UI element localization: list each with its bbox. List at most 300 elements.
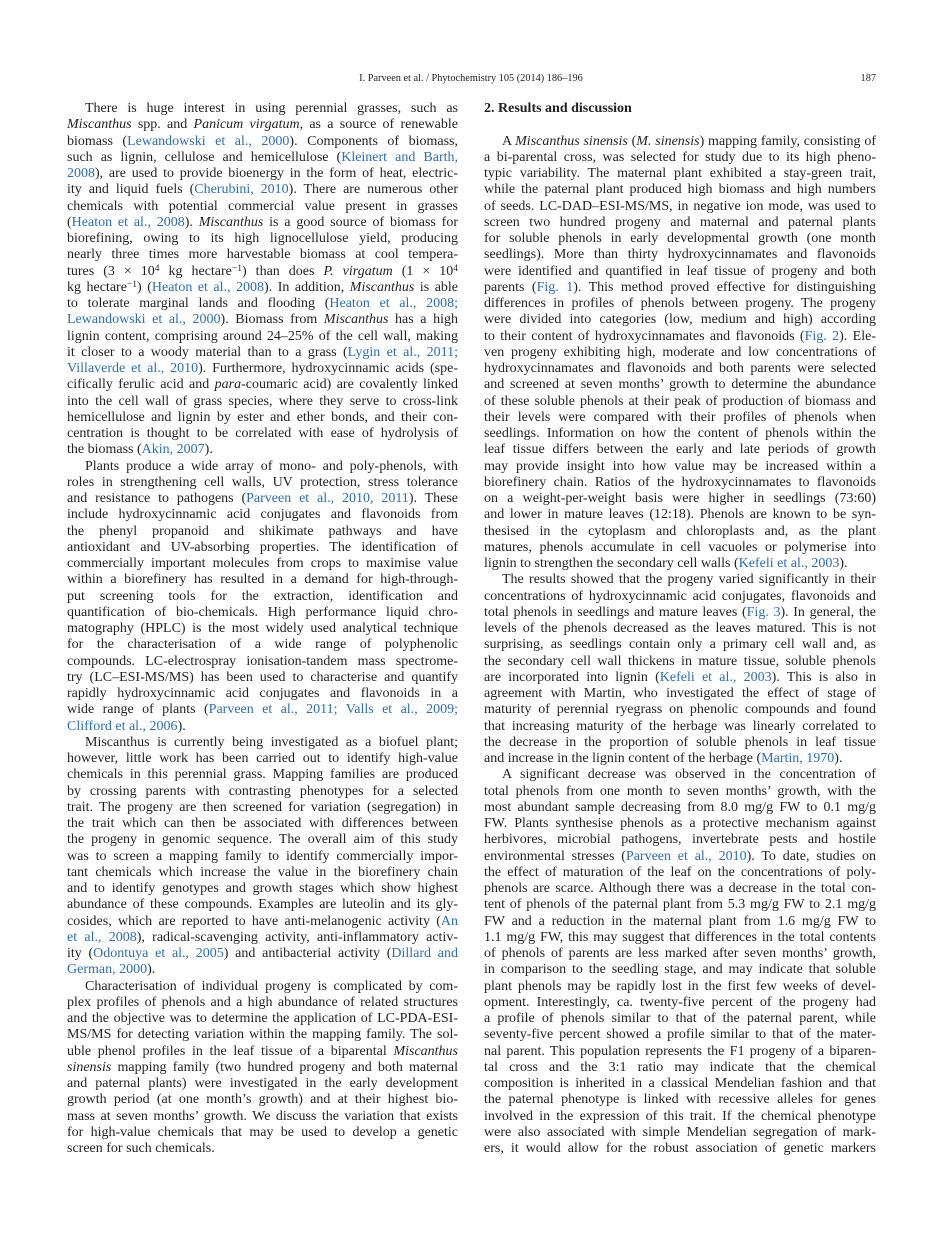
text-run: for the characterisation of a wide range of polyphenolic	[67, 637, 458, 653]
superscript: 4	[453, 263, 459, 274]
text-line	[484, 832, 876, 848]
italic-text: Miscanthus	[393, 1043, 458, 1059]
text-run: may provide insight into how value may be increased within a	[484, 458, 876, 474]
text-run: wide range of plants (	[67, 702, 209, 718]
text-run: FW. Plants synthesise phenols as a protective mechanism against	[484, 816, 876, 831]
text-run: is able	[414, 279, 459, 295]
text-run: differences in profiles of phenols between progeny. The progeny	[484, 296, 876, 311]
text-line	[67, 767, 458, 783]
text-line	[67, 312, 458, 328]
text-run: levels of the phenols decreased as the leaves matured. This is not	[484, 621, 876, 636]
page-number: 187	[860, 73, 876, 84]
text-line	[67, 962, 458, 978]
text-line	[484, 1044, 876, 1060]
text-run: and to identify genotypes and growth stages which show highest	[67, 881, 458, 896]
text-run: put screening tools for the extraction, identification and	[67, 588, 458, 604]
text-line	[67, 670, 458, 686]
text-run: and screened at seven months’ growth to determine the abundance	[484, 377, 876, 393]
text-run: ). Furthermore, hydroxycinnamic acids (spe-	[198, 361, 459, 376]
text-run: mass at seven months’ growth. We discuss the variation that exists	[67, 1108, 458, 1124]
text-line	[484, 686, 876, 702]
text-line	[67, 865, 458, 881]
paragraph	[484, 767, 876, 1157]
text-run: seedlings). More than thirty hydroxycinnamates and flavonoids	[484, 247, 876, 263]
text-run: concentrations of hydroxycinnamic acid conjugates, flavonoids and	[484, 588, 876, 604]
text-run: composition is inherited in a classical Mendelian fashion and that	[484, 1076, 876, 1091]
italic-text: Miscanthus	[198, 214, 264, 230]
text-run: is a good source of biomass for	[263, 214, 458, 230]
text-run: ). In addition,	[264, 279, 350, 295]
italic-text: P. virgatum	[323, 263, 393, 279]
text-run: the biomass (	[67, 442, 142, 458]
left-column	[67, 101, 458, 1157]
text-line	[67, 914, 458, 930]
text-run: seedlings. Information on how the content of phenols within the	[484, 426, 876, 441]
text-run: the paternal phenotype is linked with recessive alleles for genes	[484, 1092, 876, 1108]
text-line	[484, 719, 876, 735]
text-line	[67, 182, 458, 198]
text-run: the phenyl propanoid and shikimate pathways and have	[67, 523, 458, 539]
text-line	[67, 784, 458, 800]
text-run: plex profiles of phenols and a high abundance of related structures	[67, 994, 458, 1010]
text-run: (1 × 10	[392, 263, 454, 279]
text-line	[484, 946, 876, 962]
text-run: ). In general, the	[780, 604, 877, 620]
citation-link[interactable]: Kleinert and Barth,	[341, 149, 458, 165]
text-line	[484, 426, 876, 442]
text-run: their levels were compared with their profiles of phenols when	[484, 409, 876, 425]
text-line	[67, 361, 458, 377]
text-line	[484, 442, 876, 458]
text-run: ), are used to provide bioenergy in the form of heat, electric-	[95, 166, 458, 181]
text-run: maturity of perennial ryegrass on phenolic compounds and found	[484, 702, 876, 718]
text-line	[484, 377, 876, 393]
text-run: are incorporated into lignin (	[484, 669, 660, 685]
text-line	[67, 459, 458, 475]
citation-link[interactable]: Odontuya et al., 2005	[93, 946, 224, 961]
text-line	[484, 621, 876, 637]
text-line	[484, 1076, 876, 1092]
text-run: ). Biomass from	[220, 312, 324, 328]
text-run: to their content of hydroxycinnamates and flavonoids (	[484, 328, 805, 344]
text-line	[484, 654, 876, 670]
text-line	[484, 507, 876, 523]
text-line	[484, 231, 876, 247]
text-line	[484, 637, 876, 653]
text-line	[484, 865, 876, 881]
text-line	[67, 589, 458, 605]
text-run: ).	[177, 718, 186, 734]
text-line	[484, 199, 876, 215]
citation-link[interactable]: An	[440, 913, 458, 929]
text-run: biorefining, owing to its high lignocellulose yield, producing	[67, 231, 458, 246]
text-line	[484, 491, 876, 507]
text-run: mapping family (two hundred progeny and both maternal	[111, 1059, 458, 1075]
text-run: and the objective was to determine the application of LC-PDA-ESI-	[67, 1011, 458, 1026]
text-run: plant phenols may be rapidly lost in the first few weeks of devel-	[484, 978, 876, 994]
citation-link[interactable]: Fig. 2	[804, 328, 840, 344]
text-run: quantification of bio-chemicals. High performance liquid chro-	[67, 604, 458, 620]
text-line	[67, 475, 458, 491]
text-run: of seeds. LC-DAD–ESI-MS/MS, in negative ion mode, was used to	[484, 198, 876, 214]
text-run: trait. The progeny are then screened for variation (segregation) in	[67, 799, 458, 815]
text-line	[484, 930, 876, 946]
citation-link[interactable]: Parveen et al., 2011; Valls et al., 2009;	[208, 702, 458, 718]
text-run: biorefinery chain. Ratios of the hydroxycinnamates to flavonoids	[484, 474, 876, 490]
text-run: has a high	[388, 312, 459, 328]
text-run: ).	[839, 556, 848, 571]
text-run: such as lignin, cellulose and hemicellulose (	[67, 149, 342, 165]
text-line	[484, 247, 876, 263]
text-line	[67, 1044, 458, 1060]
text-line	[484, 1092, 876, 1108]
text-line	[67, 247, 458, 263]
text-line	[67, 329, 458, 345]
text-line	[67, 800, 458, 816]
text-run: ) and antibacterial activity (	[223, 946, 392, 961]
text-line	[67, 946, 458, 962]
text-line	[67, 296, 458, 312]
text-run: herbivores, microbial pathogens, invertebrate pests and hostile	[484, 832, 876, 848]
text-run: were also associated with simple Mendelian segregation of mark-	[484, 1124, 876, 1140]
text-line	[67, 572, 458, 588]
text-run: were identified and quantified in leaf tissue of progeny and both	[484, 263, 876, 279]
text-line	[484, 540, 876, 556]
running-head: I. Parveen et al. / Phytochemistry 105 (2014) 186–196	[359, 73, 583, 84]
text-line	[67, 897, 458, 913]
text-line	[484, 1011, 876, 1027]
text-line	[67, 654, 458, 670]
citation-link[interactable]: Lewandowski et al., 2000	[67, 312, 221, 328]
text-run: ). These	[408, 491, 458, 506]
text-line	[484, 329, 876, 345]
text-run: surprising, as seedlings contain only a primary cell wall and, as	[484, 637, 876, 653]
text-line	[67, 930, 458, 946]
paragraph	[484, 134, 876, 573]
text-run: ) mapping family, consisting of	[699, 133, 877, 149]
citation-link[interactable]: Parveen et al., 2010	[625, 848, 747, 864]
text-run: MS/MS for detecting variation within the mapping family. The sol-	[67, 1027, 458, 1043]
text-line	[484, 735, 876, 751]
citation-link[interactable]: Kefeli et al., 2003	[659, 669, 772, 685]
text-line	[67, 134, 458, 150]
text-run: lignin to strengthen the secondary cell walls (	[484, 556, 739, 571]
text-run: to tolerate marginal lands and flooding (	[67, 296, 330, 311]
text-line	[67, 1027, 458, 1043]
text-line	[67, 524, 458, 540]
text-run: ).	[184, 214, 199, 230]
text-line	[67, 101, 458, 117]
text-run: the progeny in genomic sequence. The overall aim of this study	[67, 832, 458, 848]
text-line	[484, 394, 876, 410]
text-run: -coumaric acid) are covalently linked	[241, 377, 458, 393]
text-run: thesised in the cytoplasm and chloroplasts and, as the plant	[484, 523, 876, 539]
text-line	[484, 767, 876, 783]
citation-link[interactable]: et al., 2008	[67, 929, 137, 945]
text-run: on a weight-per-weight basis were higher in seedlings (73:60)	[484, 491, 876, 506]
text-run: into the cell wall of grass species, where they serve to cross-link	[67, 393, 458, 409]
citation-link[interactable]: Fig. 1	[536, 279, 574, 295]
citation-link[interactable]: Parveen et al., 2010, 2011	[246, 491, 409, 506]
text-run: commercially important molecules from crops to maximise value	[67, 556, 458, 571]
text-run: and resistance to pathogens (	[67, 491, 247, 506]
text-run: most abundant sample decreasing from 8.0 mg/g FW to 0.1 mg/g	[484, 799, 876, 815]
text-line	[67, 394, 458, 410]
text-line	[67, 832, 458, 848]
text-line	[484, 345, 876, 361]
text-line	[484, 1027, 876, 1043]
text-run: tent of phenols of the paternal plant from 5.3 mg/g FW to 2.1 mg/g	[484, 897, 876, 913]
text-run: ) (	[137, 279, 152, 295]
text-run: by crossing parents with contrasting phenotypes for a selected	[67, 783, 458, 799]
text-run: growth period (at one month’s growth) and at their highest bio-	[67, 1092, 458, 1108]
italic-text: Miscanthus	[349, 279, 415, 295]
text-run: typic variability. The maternal plant exhibited a stay-green trait,	[484, 166, 876, 181]
text-line	[484, 1109, 876, 1125]
text-run: matography (HPLC) is the most widely used analytical technique	[67, 621, 458, 636]
text-run: total phenols from one month to seven months’ growth, with the	[484, 783, 876, 799]
text-line	[67, 264, 458, 280]
text-run: tant chemicals which increase the value in the biorefinery chain	[67, 864, 458, 880]
text-run: total phenols in seedlings and mature leaves (	[484, 604, 747, 620]
text-line	[67, 442, 458, 458]
text-run: parents (	[484, 279, 537, 295]
text-line	[484, 800, 876, 816]
text-run: abundance of these compounds. Examples are luteolin and its gly-	[67, 897, 458, 913]
text-run: and lower in mature leaves (12:18). Phenols are known to be syn-	[484, 507, 876, 523]
text-run: compounds. LC-electrospray ionisation-tandem mass spectrome-	[67, 653, 458, 669]
text-line	[484, 572, 876, 588]
text-line	[67, 702, 458, 718]
citation-link[interactable]: Heaton et al., 2008	[151, 279, 265, 295]
superscript: −1	[126, 279, 138, 290]
text-run: try (LC–ESI-MS/MS) has been used to characterise and quantify	[67, 669, 458, 685]
citation-link[interactable]: Lygin et al., 2011;	[347, 344, 458, 360]
text-run: ven progeny exhibiting high, moderate and low concentrations of	[484, 344, 876, 360]
text-run: the effect of maturation of the leaf on the concentrations of poly-	[484, 864, 876, 880]
text-run: of phenols of parents are less marked after seven months’ growth,	[484, 946, 876, 961]
citation-link[interactable]: Kefeli et al., 2003	[738, 556, 840, 571]
text-run: ity and liquid fuels (	[67, 182, 195, 198]
citation-link[interactable]: Cherubini, 2010	[194, 182, 289, 198]
superscript: 4	[154, 263, 160, 274]
citation-link[interactable]: Villaverde et al., 2010	[67, 361, 199, 376]
superscript: −1	[231, 263, 243, 274]
text-line	[67, 1109, 458, 1125]
text-line	[67, 979, 458, 995]
text-line	[484, 475, 876, 491]
text-run: spp. and	[131, 117, 194, 133]
text-line	[484, 410, 876, 426]
text-run: of these soluble phenols at their peak of production of biomass and	[484, 393, 876, 409]
text-run: matures, phenols accumulate in cell vacuoles or polymerise into	[484, 539, 876, 555]
text-line	[484, 312, 876, 328]
text-line	[67, 735, 458, 751]
italic-text: Miscanthus sinensis	[515, 133, 628, 149]
text-run: rapidly hydroxycinnamic acid conjugates and flavonoids in a	[67, 686, 458, 701]
text-line	[484, 751, 876, 767]
text-line	[484, 702, 876, 718]
text-run: nearly three times more harvestable biomass at cool tempera-	[67, 247, 458, 263]
text-run: it closer to a woody material than to a grass (	[67, 344, 348, 360]
text-line	[67, 491, 458, 507]
text-run: ). This method proved effective for distinguishing	[573, 279, 876, 295]
text-run: involved in the expression of this trait. If the chemical phenotype	[484, 1108, 876, 1124]
text-run: ). To date, studies on	[746, 848, 877, 864]
text-run: ).	[147, 962, 156, 978]
text-line	[67, 410, 458, 426]
text-run: lignin content, comprising around 24–25% of the cell wall, making	[67, 328, 458, 344]
text-run: screen for such chemicals.	[67, 1141, 215, 1156]
text-line	[484, 280, 876, 296]
text-line	[484, 1125, 876, 1141]
text-run: ). There are numerous other	[288, 182, 458, 198]
text-run: screen two hundred progeny and maternal and paternal plants	[484, 214, 876, 230]
text-run: ).	[834, 751, 843, 766]
text-line	[484, 361, 876, 377]
text-run: antioxidant and UV-absorbing properties. The identification of	[67, 539, 458, 555]
text-line	[67, 1076, 458, 1092]
text-run: chemicals with potential commercial value present in grasses	[67, 198, 458, 214]
italic-text: Miscanthus	[323, 312, 389, 328]
text-line	[67, 849, 458, 865]
text-run: while the paternal plant produced high biomass and high numbers	[484, 182, 876, 198]
text-line	[67, 1011, 458, 1027]
paragraph	[484, 572, 876, 767]
text-line	[484, 166, 876, 182]
text-run: 1.1 mg/g FW, this may suggest that differences in the total contents	[484, 929, 876, 945]
text-line	[484, 589, 876, 605]
italic-text: para	[214, 377, 242, 393]
text-line	[484, 816, 876, 832]
text-line	[67, 117, 458, 133]
section-heading: 2. Results and discussion	[484, 101, 632, 116]
text-line	[484, 1141, 876, 1157]
text-line	[484, 134, 876, 150]
citation-link[interactable]: Heaton et al., 2008;	[329, 296, 458, 311]
text-run: kg hectare	[159, 263, 232, 279]
text-run: The results showed that the progeny varied significantly in their	[502, 572, 876, 588]
text-line	[67, 231, 458, 247]
text-run: ).	[204, 442, 213, 458]
text-run: Miscanthus is currently being investigated as a biofuel plant;	[85, 734, 458, 750]
text-line	[67, 556, 458, 572]
citation-link[interactable]: Clifford et al., 2006	[67, 718, 178, 734]
italic-text: Panicum virgatum	[193, 117, 300, 133]
text-run: were divided into categories (low, medium and high) according	[484, 312, 876, 328]
text-line	[67, 540, 458, 556]
text-line	[67, 199, 458, 215]
text-run: tal cross and the 3:1 ratio may indicate that the chemical	[484, 1059, 876, 1075]
text-run: the secondary cell wall thickens in mature tissue, soluble phenols	[484, 653, 876, 669]
citation-link[interactable]: Dillard and	[391, 946, 458, 961]
text-run: ). Components of biomass,	[289, 133, 458, 149]
text-line	[67, 377, 458, 393]
citation-link[interactable]: Heaton et al., 2008	[71, 214, 185, 230]
text-line	[67, 166, 458, 182]
text-run: cifically ferulic acid and	[67, 377, 215, 393]
text-line	[67, 215, 458, 231]
text-line	[484, 1060, 876, 1076]
citation-link[interactable]: Akin, 2007	[141, 442, 205, 458]
text-line	[67, 1141, 458, 1157]
text-run: (	[67, 214, 72, 230]
text-run: biomass (	[67, 133, 128, 149]
text-run: ), radical-scavenging activity, anti-inflammatory activ-	[136, 929, 458, 945]
text-line	[67, 507, 458, 523]
citation-link[interactable]: Martin, 1970	[761, 751, 835, 766]
text-line	[484, 296, 876, 312]
paragraph	[67, 101, 458, 459]
text-run: the decrease in the proportion of soluble phenols in leaf tissue	[484, 734, 876, 750]
text-run: cosides, which are reported to have anti-melanogenic activity (	[67, 913, 441, 929]
text-line	[484, 182, 876, 198]
text-line	[484, 962, 876, 978]
text-run: and paternal plants) were investigated in the early development	[67, 1076, 458, 1091]
text-run: environmental stresses (	[484, 848, 626, 864]
text-run: There is huge interest in using perennial grasses, such as	[85, 101, 458, 116]
citation-link[interactable]: Lewandowski et al., 2000	[127, 133, 290, 149]
paragraph	[67, 979, 458, 1158]
text-line	[67, 345, 458, 361]
citation-link[interactable]: 2008	[67, 166, 95, 181]
text-run: nal parent. This population represents the F1 progeny of a biparen-	[484, 1043, 876, 1059]
italic-text: M. sinensis	[636, 133, 700, 149]
citation-link[interactable]: Fig. 3	[746, 604, 781, 620]
text-run: a bi-parental cross, was selected for study due to its high pheno-	[484, 149, 876, 165]
text-run: roles in strengthening cell walls, UV protection, stress tolerance	[67, 474, 458, 490]
text-run: (	[627, 133, 637, 149]
text-line	[67, 1060, 458, 1076]
text-run: leaf tissue differs between the early and late periods of growth	[484, 442, 876, 458]
italic-text: sinensis	[67, 1059, 112, 1075]
text-run: seventy-five percent showed a profile similar to that of the mater-	[484, 1027, 876, 1043]
text-line	[484, 150, 876, 166]
text-line	[67, 150, 458, 166]
text-run: phenols are scarce. Although there was a decrease in the total con-	[484, 881, 876, 896]
text-run: for high-value chemicals that may be used to develop a genetic	[67, 1124, 458, 1140]
text-line	[67, 1092, 458, 1108]
text-run: , as a source of renewable	[299, 117, 458, 133]
text-run: Plants produce a wide array of mono- and poly-phenols, with	[85, 458, 458, 474]
text-line	[484, 264, 876, 280]
text-line	[484, 670, 876, 686]
text-line	[67, 719, 458, 735]
text-line	[67, 881, 458, 897]
text-run: hemicellulose and lignin by ester and ether bonds, and their con-	[67, 409, 458, 425]
citation-link[interactable]: German, 2000	[67, 962, 148, 978]
text-line	[484, 215, 876, 231]
text-run: include hydroxycinnamic acid conjugates and flavonoids from	[67, 507, 458, 523]
text-run: ers, it would allow for the robust association of genetic markers	[484, 1141, 876, 1156]
text-line	[67, 621, 458, 637]
text-run: centration is thought to be correlated with ease of hydrolysis of	[67, 426, 458, 441]
text-run: agreement with Martin, who investigated the effect of stage of	[484, 686, 876, 701]
text-run: within a biorefinery has resulted in a demand for high-through-	[67, 572, 458, 588]
text-run: hydroxycinnamates and flavonoids and both parents were selected	[484, 361, 876, 376]
text-run: the trait which can then be associated with differences between	[67, 816, 458, 831]
text-line	[67, 686, 458, 702]
text-line	[67, 995, 458, 1011]
text-run: FW and a reduction in the maternal plant from 1.6 mg/g FW to	[484, 913, 876, 929]
text-run: ity (	[67, 946, 94, 961]
text-line	[484, 524, 876, 540]
text-run: ). This is also in	[771, 669, 877, 685]
text-run: that increasing maturity of the herbage was linearly correlated to	[484, 718, 876, 734]
text-line	[67, 605, 458, 621]
text-line	[484, 979, 876, 995]
text-run: was to screen a mapping family to identify commercially impor-	[67, 848, 458, 864]
